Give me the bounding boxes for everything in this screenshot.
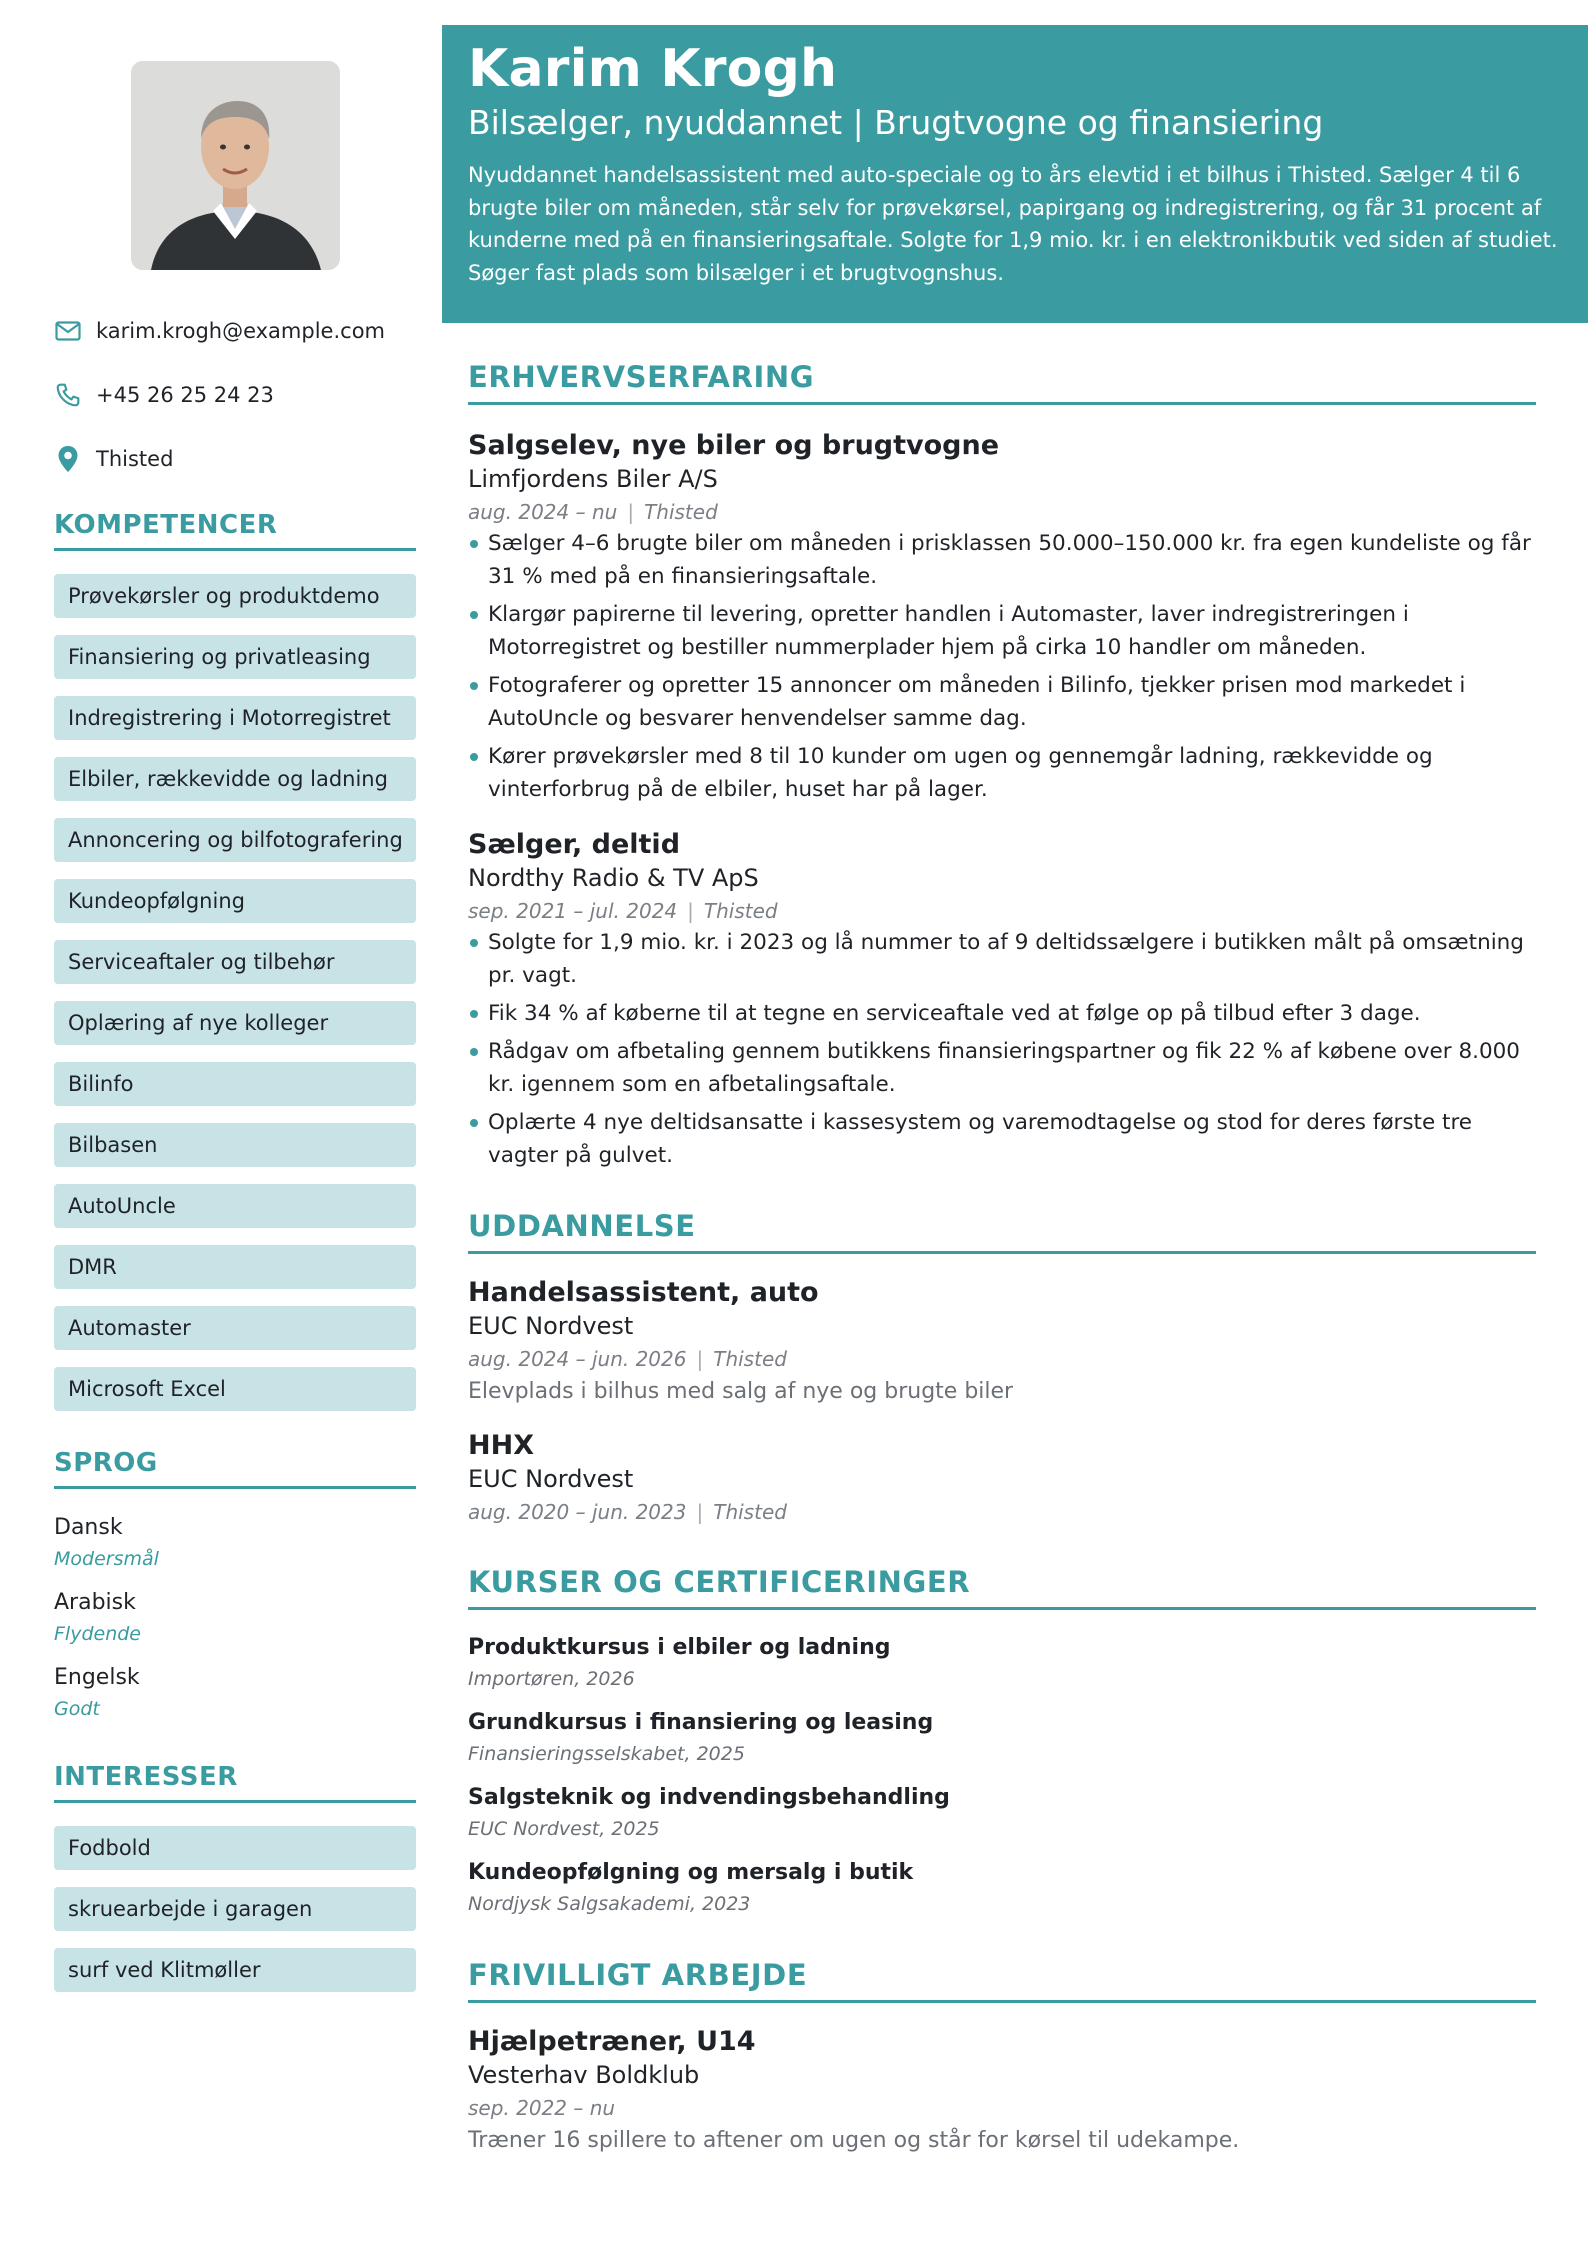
interests-heading: INTERESSER <box>54 1762 416 1803</box>
job-title: Salgselev, nye biler og brugtvogne <box>468 430 1000 461</box>
job-bullet: Klargør papirerne til levering, opretter handlen i Automaster, laver indregistreringen i Motorregistret og bestiller nummerplader hjem på cirka 10 handler om måneden. <box>468 598 1536 664</box>
education-dates: aug. 2024 – jun. 2026 <box>468 1347 687 1371</box>
skill-chip: Finansiering og privatleasing <box>54 635 416 679</box>
education-location: Thisted <box>713 1347 787 1371</box>
skill-chip: Elbiler, rækkevidde og ladning <box>54 757 416 801</box>
skill-chip: Kundeopfølgning <box>54 879 416 923</box>
education-school: EUC Nordvest <box>468 1465 634 1493</box>
volunteer-note: Træner 16 spillere to aftener om ugen og står for kørsel til udekampe. <box>468 2128 1240 2153</box>
volunteer-heading: FRIVILLIGT ARBEJDE <box>468 1958 1536 2003</box>
education-heading: UDDANNELSE <box>468 1209 1536 1254</box>
course-source: Nordjysk Salgsakademi, 2023 <box>468 1893 751 1915</box>
skill-chip: AutoUncle <box>54 1184 416 1228</box>
contact-location <box>54 439 416 479</box>
header-banner <box>442 25 1588 323</box>
skill-chip: Annoncering og bilfotografering <box>54 818 416 862</box>
map-pin-icon <box>54 445 82 473</box>
contact-email[interactable] <box>54 311 416 351</box>
job-bullet: Oplærte 4 nye deltidsansatte i kassesystem og varemodtagelse og stod for deres første tre vagter på gulvet. <box>468 1106 1536 1172</box>
interest-chip: surf ved Klitmøller <box>54 1948 416 1992</box>
phone-text: +45 26 25 24 23 <box>96 383 274 407</box>
interest-chip: skruearbejde i garagen <box>54 1887 416 1931</box>
job-dates: aug. 2024 – nu <box>468 500 618 524</box>
skills-heading: KOMPETENCER <box>54 510 416 551</box>
skill-chip: Prøvekørsler og produktdemo <box>54 574 416 618</box>
skill-chip: Indregistrering i Motorregistret <box>54 696 416 740</box>
job-bullets <box>468 527 1536 811</box>
skill-chip: Automaster <box>54 1306 416 1350</box>
education-meta <box>468 1347 787 1371</box>
education-note: Elevplads i bilhus med salg af nye og brugte biler <box>468 1379 1014 1404</box>
meta-separator: | <box>696 1500 704 1524</box>
education-meta <box>468 1500 787 1524</box>
person-title: Bilsælger, nyuddannet | Brugtvogne og finansiering <box>468 103 1324 142</box>
volunteer-title: Hjælpetræner, U14 <box>468 2026 756 2057</box>
email-text: karim.krogh@example.com <box>96 319 385 343</box>
volunteer-dates: sep. 2022 – nu <box>468 2096 616 2120</box>
job-meta <box>468 500 718 524</box>
language-level: Flydende <box>54 1623 141 1645</box>
job-bullet: Fik 34 % af køberne til at tegne en serviceaftale ved at følge op på tilbud efter 3 dage. <box>468 997 1536 1030</box>
contact-phone[interactable] <box>54 375 416 415</box>
volunteer-org: Vesterhav Boldklub <box>468 2061 700 2089</box>
location-text: Thisted <box>96 447 174 471</box>
course-title: Kundeopfølgning og mersalg i butik <box>468 1860 914 1885</box>
skill-chip: Serviceaftaler og tilbehør <box>54 940 416 984</box>
profile-photo <box>131 61 340 270</box>
education-title: Handelsassistent, auto <box>468 1277 819 1308</box>
job-bullets <box>468 926 1536 1177</box>
language-level: Godt <box>54 1698 100 1720</box>
course-source: EUC Nordvest, 2025 <box>468 1818 660 1840</box>
education-location: Thisted <box>713 1500 787 1524</box>
language-name: Dansk <box>54 1515 123 1540</box>
skill-chip: Microsoft Excel <box>54 1367 416 1411</box>
course-title: Grundkursus i finansiering og leasing <box>468 1710 934 1735</box>
course-title: Salgsteknik og indvendingsbehandling <box>468 1785 950 1810</box>
experience-heading: ERHVERVSERFARING <box>468 360 1536 405</box>
job-location: Thisted <box>644 500 718 524</box>
skill-chip: Bilinfo <box>54 1062 416 1106</box>
job-employer: Nordthy Radio & TV ApS <box>468 864 759 892</box>
meta-separator: | <box>627 500 635 524</box>
education-school: EUC Nordvest <box>468 1312 634 1340</box>
language-name: Arabisk <box>54 1590 136 1615</box>
meta-separator: | <box>687 899 694 923</box>
language-name: Engelsk <box>54 1665 140 1690</box>
job-title: Sælger, deltid <box>468 829 681 860</box>
education-title: HHX <box>468 1430 535 1461</box>
job-location: Thisted <box>703 899 778 923</box>
course-title: Produktkursus i elbiler og ladning <box>468 1635 891 1660</box>
course-source: Importøren, 2026 <box>468 1668 635 1690</box>
skill-chip: Bilbasen <box>54 1123 416 1167</box>
job-dates: sep. 2021 – jul. 2024 <box>468 899 678 923</box>
course-source: Finansieringsselskabet, 2025 <box>468 1743 745 1765</box>
job-bullet: Fotograferer og opretter 15 annoncer om måneden i Bilinfo, tjekker prisen mod markedet i AutoUncle og besvarer henvendelser samme dag. <box>468 669 1536 735</box>
mail-icon <box>54 317 82 345</box>
interest-chip: Fodbold <box>54 1826 416 1870</box>
education-dates: aug. 2020 – jun. 2023 <box>468 1500 687 1524</box>
courses-heading: KURSER OG CERTIFICERINGER <box>468 1565 1536 1610</box>
phone-icon <box>54 381 82 409</box>
job-employer: Limfjordens Biler A/S <box>468 465 718 493</box>
job-bullet: Rådgav om afbetaling gennem butikkens finansieringspartner og fik 22 % af købene over 8.000 kr. igennem som en afbetalingsaftale. <box>468 1035 1536 1101</box>
portrait-illustration <box>131 61 340 270</box>
job-bullet: Sælger 4–6 brugte biler om måneden i prisklassen 50.000–150.000 kr. fra egen kundeliste og får 31 % med på en finansieringsaftale. <box>468 527 1536 593</box>
skill-chip: Oplæring af nye kolleger <box>54 1001 416 1045</box>
profile-summary: Nyuddannet handelsassistent med auto-speciale og to års elevtid i et bilhus i Thisted. Sælger 4 til 6 brugte biler om måneden, står selv for prøvekørsel, papirgang og indregistrering, og får 31 procent af kunderne med på en finansieringsaftale. Solgte for 1,9 mio. kr. i en elektronikbutik ved siden af studiet. Søger fast plads som bilsælger i et brugtvognshus. <box>468 163 1558 285</box>
meta-separator: | <box>696 1347 704 1371</box>
language-level: Modersmål <box>54 1548 159 1570</box>
job-bullet: Kører prøvekørsler med 8 til 10 kunder om ugen og gennemgår ladning, rækkevidde og vinterforbrug på de elbiler, huset har på lager. <box>468 740 1536 806</box>
job-bullet: Solgte for 1,9 mio. kr. i 2023 og lå nummer to af 9 deltidssælgere i butikken målt på omsætning pr. vagt. <box>468 926 1536 992</box>
skill-chip: DMR <box>54 1245 416 1289</box>
languages-heading: SPROG <box>54 1448 416 1489</box>
person-name: Karim Krogh <box>468 39 838 99</box>
job-meta <box>468 899 778 923</box>
